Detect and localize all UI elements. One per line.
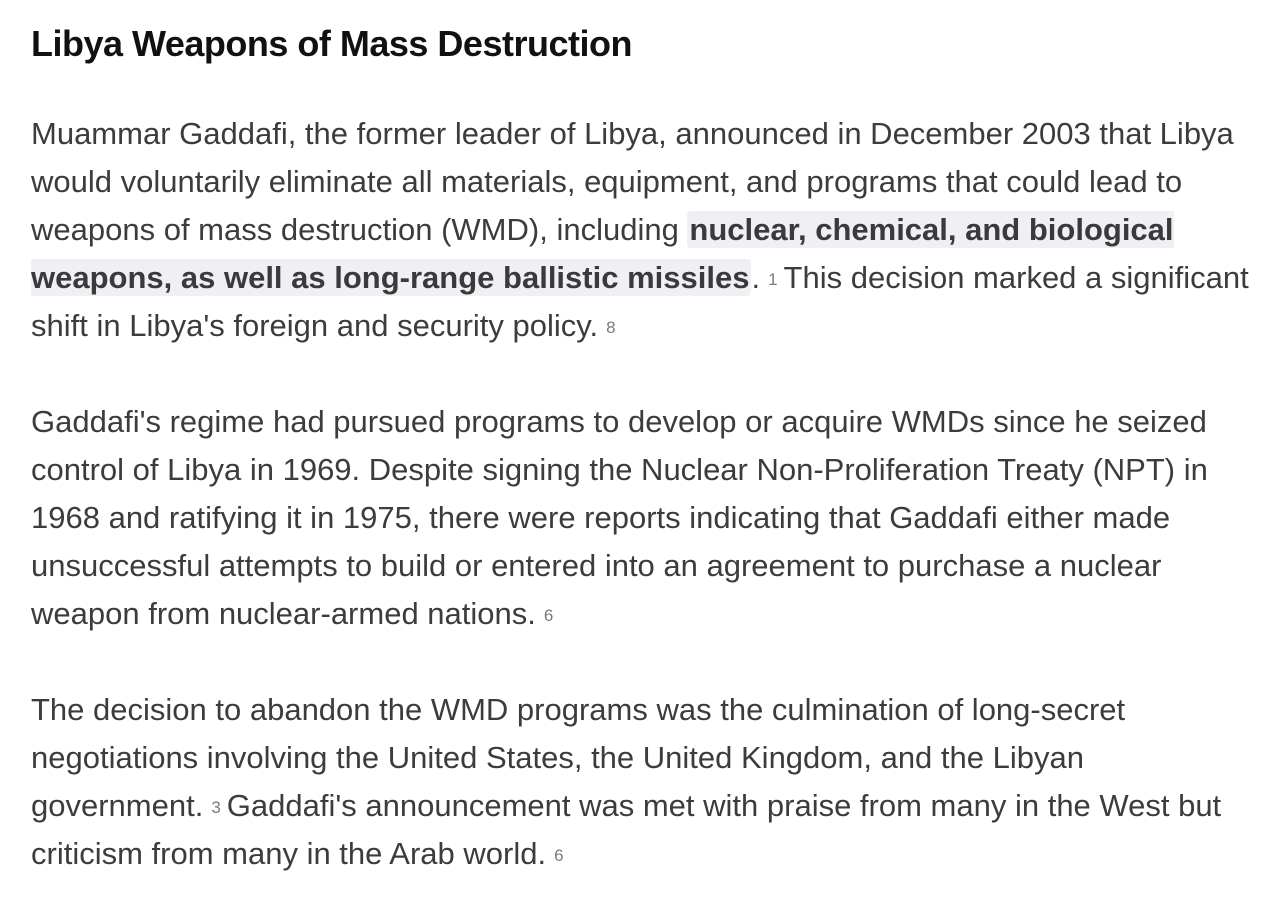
citation-6-b[interactable]: 6: [554, 846, 564, 865]
paragraph-3: [31, 686, 1250, 878]
paragraph-2-text-a: Gaddafi's regime had pursued programs to develop or acquire WMDs since he seized control of Libya in 1969. Despite signing the Nuclear Non-Proliferation Treaty (NPT) in 1968 and ratifying it in 1975, there were reports indicating that Gaddafi either made unsuccessful attempts to build or entered into an agreement to purchase a nuclear weapon from nuclear-armed nations.: [31, 404, 1208, 631]
citation-8[interactable]: 8: [606, 318, 616, 337]
paragraph-1: [31, 110, 1250, 350]
paragraph-1-text-b: .: [751, 260, 761, 295]
citation-6[interactable]: 6: [543, 606, 554, 625]
paragraph-2: [31, 398, 1250, 638]
citation-1[interactable]: 1: [768, 270, 778, 289]
citation-3[interactable]: 3: [211, 798, 221, 817]
paragraph-1-text-c: This decision marked a significant shift in Libya's foreign and security policy.: [31, 260, 1249, 343]
paragraph-3-text-a: The decision to abandon the WMD programs was the culmination of long-secret negotiations involving the United States, the United Kingdom, and the Libyan government.: [31, 692, 1126, 823]
page-title: Libya Weapons of Mass Destruction: [31, 23, 632, 64]
paragraph-3-text-b: Gaddafi's announcement was met with praise from many in the West but criticism from many in the Arab world.: [31, 788, 1222, 871]
highlighted-phrase: nuclear, chemical, and biological weapons, as well as long-range ballistic missiles: [31, 212, 1174, 295]
paragraph-1-text-a: Muammar Gaddafi, the former leader of Libya, announced in December 2003 that Libya would voluntarily eliminate all materials, equipment, and programs that could lead to weapons of mass destruction (WMD), including: [31, 116, 1234, 247]
